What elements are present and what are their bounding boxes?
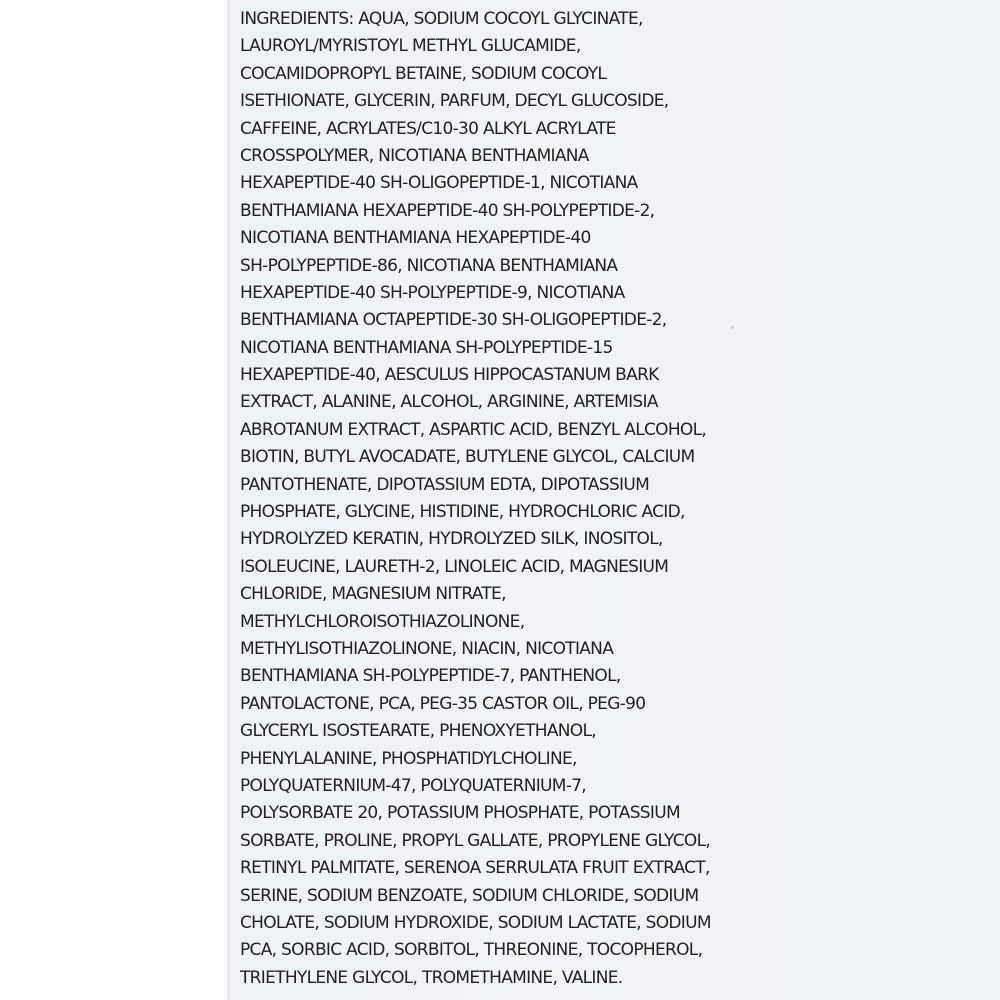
ingredients-line: BIOTIN, BUTYL AVOCADATE, BUTYLENE GLYCOL, CALCIUM xyxy=(240,447,695,468)
ingredients-line: HYDROLYZED KERATIN, HYDROLYZED SILK, INOSITOL, xyxy=(240,529,663,550)
ingredients-line: POLYQUATERNIUM-47, POLYQUATERNIUM-7, xyxy=(240,775,587,796)
ingredients-line: ISETHIONATE, GLYCERIN, PARFUM, DECYL GLUCOSIDE, xyxy=(240,91,669,112)
ingredients-line: CHLORIDE, MAGNESIUM NITRATE, xyxy=(240,584,506,605)
ingredients-line: BENTHAMIANA OCTAPEPTIDE-30 SH-OLIGOPEPTIDE-2, xyxy=(240,310,667,331)
ingredients-line: SORBATE, PROLINE, PROPYL GALLATE, PROPYLENE GLYCOL, xyxy=(240,830,711,851)
ingredients-line: PANTOTHENATE, DIPOTASSIUM EDTA, DIPOTASSIUM xyxy=(240,474,650,495)
ingredients-line: HEXAPEPTIDE-40 SH-POLYPEPTIDE-9, NICOTIANA xyxy=(240,282,625,303)
ingredients-line: METHYLCHLOROISOTHIAZOLINONE, xyxy=(240,611,525,632)
ingredients-line: METHYLISOTHIAZOLINONE, NIACIN, NICOTIANA xyxy=(240,638,614,659)
ingredients-line: ISOLEUCINE, LAURETH-2, LINOLEIC ACID, MAGNESIUM xyxy=(240,556,669,577)
ingredients-line: INGREDIENTS: AQUA, SODIUM COCOYL GLYCINATE, xyxy=(240,9,643,29)
ingredients-line: CHOLATE, SODIUM HYDROXIDE, SODIUM LACTATE, SODIUM xyxy=(240,912,711,933)
ingredients-line: POLYSORBATE 20, POTASSIUM PHOSPHATE, POTASSIUM xyxy=(240,803,680,824)
ingredients-line: COCAMIDOPROPYL BETAINE, SODIUM COCOYL xyxy=(240,63,607,84)
ingredients-list xyxy=(240,6,760,992)
ingredients-line: ABROTANUM EXTRACT, ASPARTIC ACID, BENZYL ALCOHOL, xyxy=(240,419,707,440)
panel-edge xyxy=(227,0,229,1000)
ingredients-line: RETINYL PALMITATE, SERENOA SERRULATA FRUIT EXTRACT, xyxy=(240,858,710,879)
ingredients-line: SH-POLYPEPTIDE-86, NICOTIANA BENTHAMIANA xyxy=(240,255,618,276)
ingredients-line: TRIETHYLENE GLYCOL, TROMETHAMINE, VALINE. xyxy=(240,967,623,988)
ingredients-line: SERINE, SODIUM BENZOATE, SODIUM CHLORIDE, SODIUM xyxy=(240,885,699,906)
ingredients-line: EXTRACT, ALANINE, ALCOHOL, ARGININE, ARTEMISIA xyxy=(240,392,658,413)
ingredients-line: HEXAPEPTIDE-40, AESCULUS HIPPOCASTANUM BARK xyxy=(240,365,659,386)
ingredients-line: PANTOLACTONE, PCA, PEG-35 CASTOR OIL, PEG-90 xyxy=(240,693,646,714)
ingredients-line: PCA, SORBIC ACID, SORBITOL, THREONINE, TOCOPHEROL, xyxy=(240,940,703,961)
ingredients-line: HEXAPEPTIDE-40 SH-OLIGOPEPTIDE-1, NICOTIANA xyxy=(240,173,638,194)
ingredients-line: NICOTIANA BENTHAMIANA SH-POLYPEPTIDE-15 xyxy=(240,337,613,358)
ingredients-line: CROSSPOLYMER, NICOTIANA BENTHAMIANA xyxy=(240,145,589,166)
ingredients-line: PHENYLALANINE, PHOSPHATIDYLCHOLINE, xyxy=(240,748,577,769)
ingredients-line: NICOTIANA BENTHAMIANA HEXAPEPTIDE-40 xyxy=(240,228,591,249)
ingredients-line: BENTHAMIANA SH-POLYPEPTIDE-7, PANTHENOL, xyxy=(240,666,621,687)
ingredients-line: BENTHAMIANA HEXAPEPTIDE-40 SH-POLYPEPTIDE-2, xyxy=(240,200,655,221)
ingredients-line: PHOSPHATE, GLYCINE, HISTIDINE, HYDROCHLORIC ACID, xyxy=(240,502,685,523)
ingredients-line: LAUROYL/MYRISTOYL METHYL GLUCAMIDE, xyxy=(240,36,581,57)
ingredients-line: GLYCERYL ISOSTEARATE, PHENOXYETHANOL, xyxy=(240,721,596,742)
ingredients-line: CAFFEINE, ACRYLATES/C10-30 ALKYL ACRYLATE xyxy=(240,118,616,139)
